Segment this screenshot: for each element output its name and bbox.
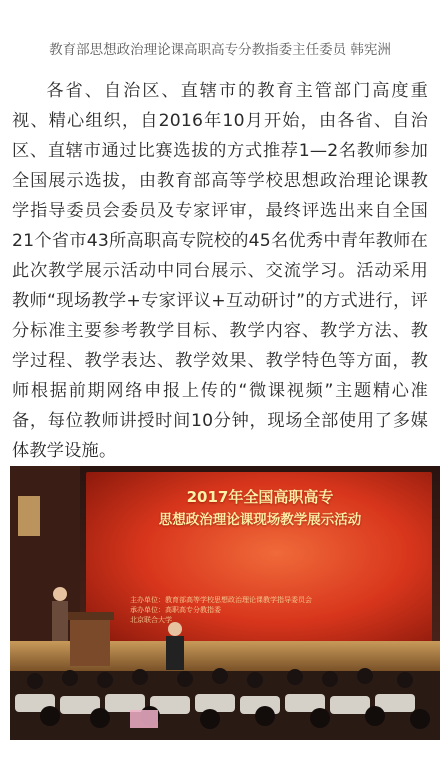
event-photo xyxy=(10,466,440,740)
banner-host-text: 承办单位：高职高专分教指委 xyxy=(130,606,221,614)
banner-organizer-text: 主办单位：教育部高等学校思想政治理论课教学指导委员会 xyxy=(130,596,312,604)
banner-title-line1: 2017年全国高职高专 xyxy=(186,488,334,506)
image-caption: 教育部思想政治理论课高职高专分教指委主任委员 韩宪洲 xyxy=(49,42,391,58)
article-paragraph: 各省、自治区、直辖市的教育主管部门高度重视、精心组织，自2016年10月开始，由各省、自治区、直辖市通过比赛选拔的方式推荐1—2名教师参加全国展示选拔，由教育部高等学校思想政治理论课教学指导委员会委员及专家评审，最终评选出来自全国21个省市43所高职高专院校的45名优秀中青年教师在此次教学展示活动中同台展示、交流学习。活动采用教师“现场教学+专家评议+互动研讨”的方式进行，评分标准主要参考教学目标、教学内容、教学方法、教学过程、教学表达、教学效果、教学特色等方面，教师根据前期网络申报上传的“微课视频”主题精心准备，每位教师讲授时间10分钟，现场全部使用了多媒体教学设施。 xyxy=(12,81,428,461)
banner-venue-text: 北京联合大学 xyxy=(130,616,172,624)
banner-title-line2: 思想政治理论课现场教学展示活动 xyxy=(158,512,362,528)
